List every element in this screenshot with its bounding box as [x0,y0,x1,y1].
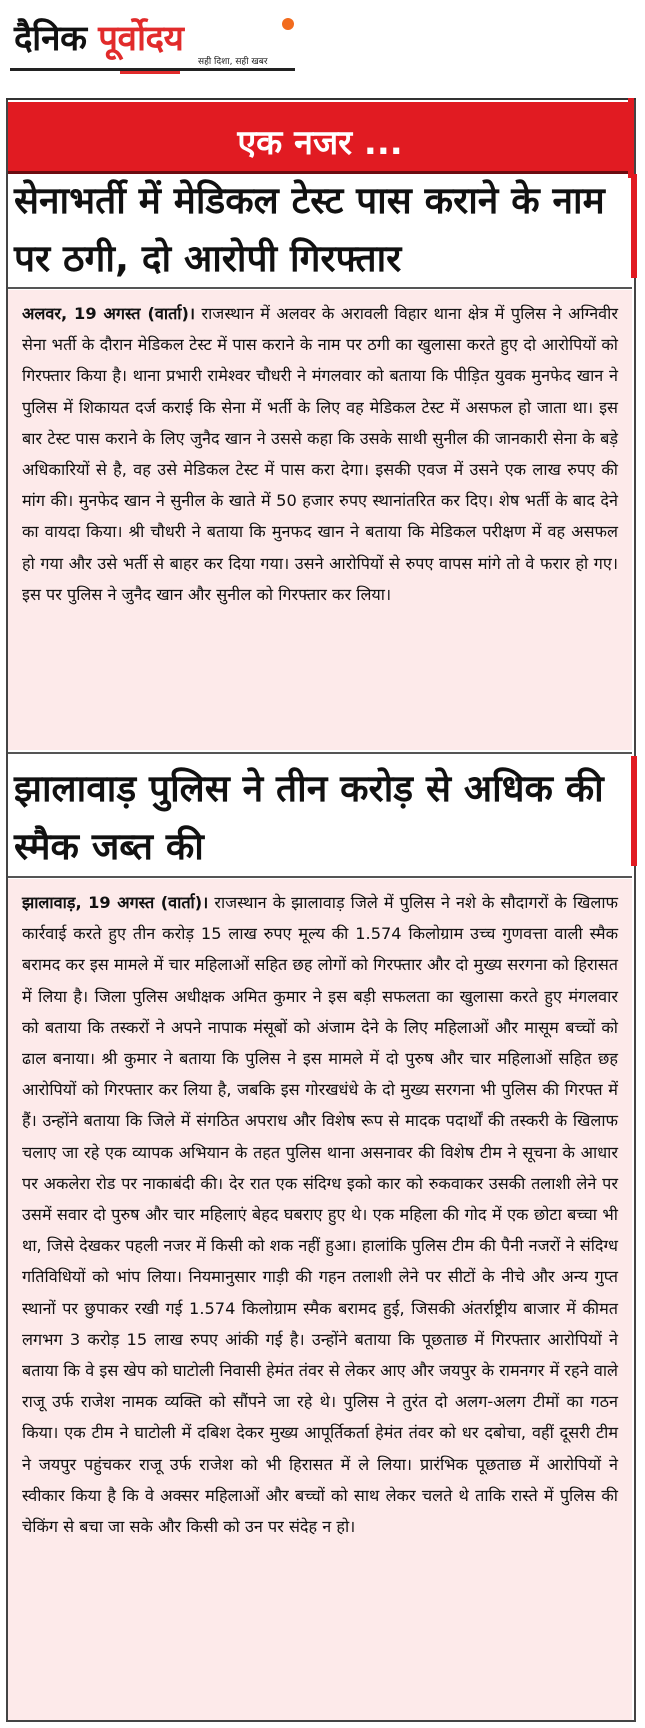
bottom-border [6,1720,636,1722]
logo-part1: दैनिक [14,19,99,59]
article-2-dateline: झालावाड़, 19 अगस्त (वार्ता)। [22,893,209,912]
top-border [6,98,636,100]
article-1-paragraph: राजस्थान में अलवर के अरावली विहार थाना क्षेत्र में पुलिस ने अग्निवीर सेना भर्ती के दौरान मेडिकल टेस्ट में पास कराने के नाम पर ठगी का खुलासा करते हुए दो आरोपियों को गिरफ्तार किया है। थाना प्रभारी रामेश्वर चौधरी ने मंगलवार को बताया कि पीड़ित युवक मुनफेद खान ने पुलिस में शिकायत दर्ज कराई कि सेना में भर्ती के लिए वह मेडिकल टेस्ट में असफल हो जाता था। इस बार टेस्ट पास कराने के लिए जुनैद खान ने उससे कहा कि उसके साथी सुनील की जानकारी सेना के बड़े अधिकारियों से है, वह उसे मेडिकल टेस्ट में पास करा देगा। इसकी एवज में उसने एक लाख रुपए की मांग की। मुनफेद खान ने सुनील के खाते में 50 हजार रुपए स्थानांतरित कर दिए। शेष भर्ती के बाद देने का वायदा किया। श्री चौधरी ने बताया कि मुनफद खान ने बताया कि मेडिकल परीक्षण में वह असफल हो गया और उसे भर्ती से बाहर कर दिया गया। उसने आरोपियों से रुपए वापस मांगे तो वे फरार हो गए। इस पर पुलिस ने जुनैद खान और सुनील को गिरफ्तार कर लिया। [22,304,618,604]
divider [8,287,632,289]
article-2-body [8,879,632,1720]
section-banner [8,102,632,174]
article-1-text [22,298,618,610]
newspaper-logo [14,14,183,61]
masthead-rule-accent [120,71,180,74]
tagline: सही दिशा, सही खबर [198,57,268,67]
article-1-headline[interactable]: सेनाभर्ती में मेडिकल टेस्ट पास कराने के नाम पर ठगी, दो आरोपी गिरफ्तार [14,179,605,280]
banner-accent [628,98,634,178]
divider [8,752,632,754]
logo-dot-icon [282,18,294,30]
article-1-dateline: अलवर, 19 अगस्त (वार्ता)। [22,304,196,323]
article-2-text [22,887,618,1542]
masthead [0,0,645,96]
divider [8,876,632,878]
article-2-headline[interactable]: झालावाड़ पुलिस ने तीन करोड़ से अधिक की स्मैक जब्त की [14,767,604,868]
section-title: एक नजर ... [237,123,403,163]
headline-accent-bar [631,756,637,866]
article-2-paragraph: राजस्थान के झालावाड़ जिले में पुलिस ने नशे के सौदागरों के खिलाफ कार्रवाई करते हुए तीन करोड़ 15 लाख रुपए मूल्य की 1.574 किलोग्राम उच्च गुणवत्ता वाली स्मैक बरामद कर इस मामले में चार महिलाओं सहित छह लोगों को गिरफ्तार और दो मुख्य सरगना को हिरासत में लिया है। जिला पुलिस अधीक्षक अमित कुमार ने इस बड़ी सफलता का खुलासा करते हुए मंगलवार को बताया कि तस्करों ने अपने नापाक मंसूबों को अंजाम देने के लिए महिलाओं और मासूम बच्चों को ढाल बनाया। श्री कुमार ने बताया कि पुलिस ने इस मामले में दो पुरुष और चार महिलाओं सहित छह आरोपियों को गिरफ्तार कर लिया है, जबकि इस गोरखधंधे के दो मुख्य सरगना भी पुलिस की गिरफ्त में हैं। उन्होंने बताया कि जिले में संगठित अपराध और विशेष रूप से मादक पदार्थों की तस्करी के खिलाफ चलाए जा रहे एक व्यापक अभियान के तहत पुलिस थाना असनावर की विशेष टीम ने सूचना के आधार पर अकलेरा रोड पर नाकाबंदी की। देर रात एक संदिग्ध इको कार को रुकवाकर उसकी तलाशी लेने पर उसमें सवार दो पुरुष और चार महिलाएं बेहद घबराए हुए थे। एक महिला की गोद में एक छोटा बच्चा भी था, जिसे देखकर पहली नजर में किसी को शक नहीं हुआ। हालांकि पुलिस टीम की पैनी नजरों ने संदिग्ध गतिविधियों को भांप लिया। नियमानुसार गाड़ी की गहन तलाशी लेने पर सीटों के नीचे और अन्य गुप्त स्थानों पर छुपाकर रखी गई 1.574 किलोग्राम स्मैक बरामद हुई, जिसकी अंतर्राष्ट्रीय बाजार में कीमत लगभग 3 करोड़ 15 लाख रुपए आंकी गई है। उन्होंने बताया कि पूछताछ में गिरफ्तार आरोपियों ने बताया कि वे इस खेप को घाटोली निवासी हेमंत तंवर से लेकर आए और जयपुर के रामनगर में रहने वाले राजू उर्फ राजेश नामक व्यक्ति को सौंपने जा रहे थे। पुलिस ने तुरंत दो अलग-अलग टीमों का गठन किया। एक टीम ने घाटोली में दबिश देकर मुख्य आपूर्तिकर्ता हेमंत तंवर को धर दबोचा, वहीं दूसरी टीम ने जयपुर पहुंचकर राजू उर्फ राजेश को भी हिरासत में ले लिया। प्रारंभिक पूछताछ में आरोपियों ने स्वीकार किया है कि वे अक्सर महिलाओं और बच्चों को साथ लेकर चलते थे ताकि रास्ते में पुलिस की चेकिंग से बचा जा सके और किसी को उन पर संदेह न हो। [22,893,618,1537]
article-1-body [8,290,632,750]
headline-accent-bar [631,174,637,278]
logo-part2: पूर्वोदय [98,19,184,59]
